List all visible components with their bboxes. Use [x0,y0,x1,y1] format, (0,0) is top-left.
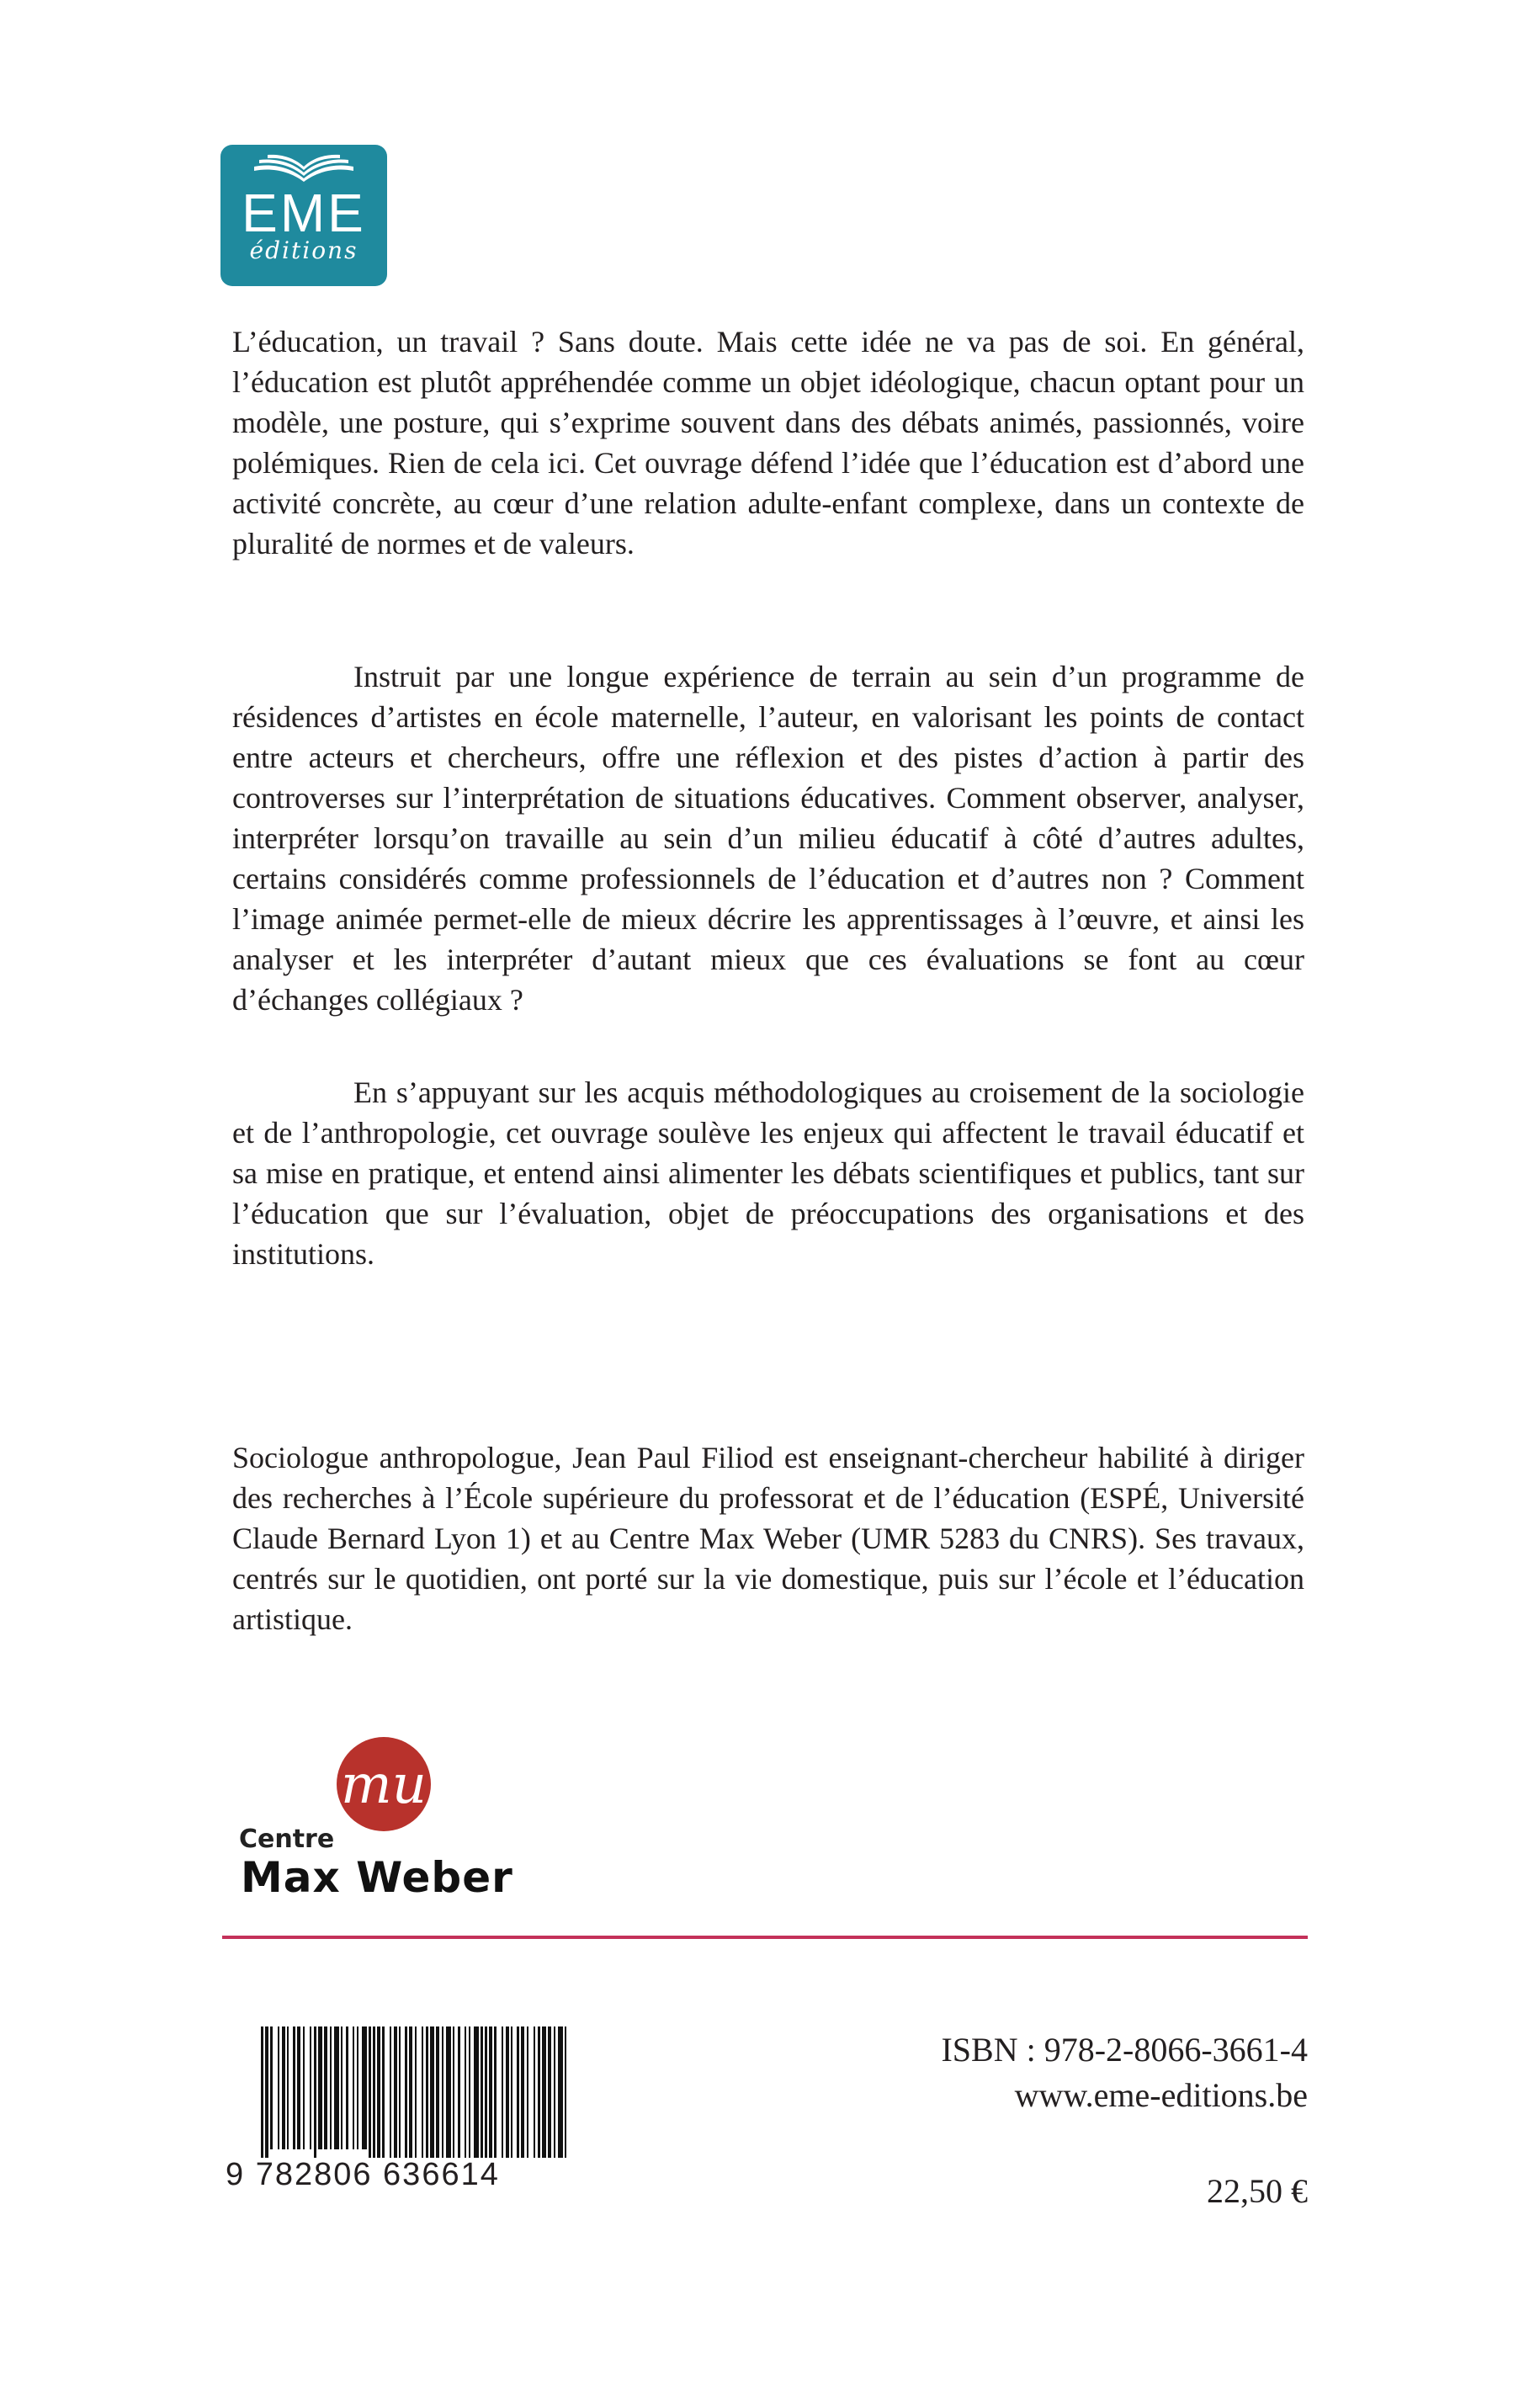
barcode-bar [310,2026,311,2149]
barcode-bar [489,2026,492,2158]
centre-max-weber-logo [234,1735,520,1912]
blurb-paragraph-1: L’éducation, un travail ? Sans doute. Mais cette idée ne va pas de soi. En général, l’éducation est plutôt appréhendée comme un objet idéologique, chacun optant pour un modèle, une posture, qui s’exprime souvent dans des débats animés, passionnés, voire polémiques. Rien de cela ici. Cet ouvrage défend l’idée que l’éducation est d’abord une activité concrète, au cœur d’une relation adulte-enfant complexe, dans un contexte de pluralité de normes et de valeurs. [232,325,1304,560]
barcode-bar [394,2026,397,2158]
isbn-label: ISBN : 978-2-8066-3661-4 [941,2031,1308,2069]
barcode-bar [554,2026,555,2158]
barcode-bar [287,2026,289,2149]
barcode-bar [430,2026,434,2158]
barcode-bar [278,2026,279,2149]
cmw-label-name: Max Weber [241,1853,513,1902]
barcode-bar [548,2026,551,2158]
barcode-bar [494,2026,497,2158]
barcode-bar [303,2026,305,2149]
barcode-bar [511,2026,512,2158]
barcode-bar [481,2026,483,2158]
barcode-bar [565,2026,566,2158]
barcode-bar [506,2026,509,2158]
barcode-bar [362,2026,367,2149]
barcode-bar [314,2026,316,2158]
logo-wordmark: EME [242,183,366,243]
barcode-bar [502,2026,503,2158]
barcode-bar [377,2026,380,2158]
barcode-bar [453,2026,454,2158]
barcode-bar [436,2026,439,2158]
barcode-bar [324,2026,327,2149]
barcode-bar [369,2026,371,2158]
barcode-bar [527,2026,528,2158]
barcode-bar [542,2026,546,2158]
barcode-bar [426,2026,428,2158]
author-bio: Sociologue anthropologue, Jean Paul Filiod est enseignant-chercheur habilité à diriger des recherches à l’École supérieure du professorat et de l’éducation (ESPÉ, Université Claude Bernard Lyon 1) et au Centre Max Weber (UMR 5283 du CNRS). Ses travaux, centrés sur le quotidien, ont porté sur la vie domestique, puis sur l’école et l’éducation artistique. [232,1441,1304,1636]
barcode-bar [474,2026,479,2158]
barcode-bar [534,2026,535,2158]
barcode-bar [409,2026,412,2158]
eme-editions-logo [220,145,387,286]
barcode-bar [334,2026,339,2149]
barcode-bar [422,2026,423,2158]
logo-subtitle: éditions [249,236,358,264]
blurb-paragraph-2: Instruit par une longue expérience de terrain au sein d’un programme de résidences d’artistes en école maternelle, l’auteur, en valorisant les points de contact entre acteurs et chercheurs, offre une réflexion et des pistes d’action à partir des controverses sur l’interprétation de situations éducatives. Comment observer, analyser, interpréter lorsqu’on travaille au sein d’un milieu éducatif à côté d’autres adultes, certains considérés comme professionnels de l’éducation et d’autres non ? Comment l’image animée permet-elle de mieux décrire les apprentissages à l’œuvre, et ainsi les analyser et les interpréter d’autant mieux que ces évaluations se font au cœur d’échanges collégiaux ? [232,660,1304,1017]
barcode-bar [558,2026,563,2158]
barcode-bar [399,2026,401,2158]
barcode-bar [469,2026,470,2158]
barcode-bar [357,2026,358,2149]
cmw-label-centre: Centre [239,1825,335,1854]
barcode-bar [265,2026,268,2158]
barcode-bar [446,2026,451,2158]
barcode-bar [373,2026,375,2158]
footer-divider [222,1936,1308,1939]
barcode-digits: 9 782806 636614 [226,2157,500,2192]
barcode-bar [270,2026,273,2149]
barcode-bar [353,2026,354,2149]
barcode-bar [415,2026,417,2158]
barcode-bar [341,2026,343,2149]
svg-text:mu: mu [341,1754,427,1816]
barcode-bar [382,2026,385,2158]
barcode-bar [261,2026,263,2158]
isbn-barcode [258,2026,571,2158]
barcode-bar [282,2026,285,2149]
barcode-bar [318,2026,322,2149]
barcode-bar [293,2026,295,2149]
barcode-bar [405,2026,407,2158]
barcode-bar [458,2026,460,2158]
barcode-bar [390,2026,391,2158]
barcode-bar [517,2026,519,2158]
barcode-bar [442,2026,443,2158]
barcode-bar [297,2026,300,2149]
barcode-bar [346,2026,348,2149]
website-link[interactable]: www.eme-editions.be [1014,2076,1308,2114]
blurb-paragraph-3: En s’appuyant sur les acquis méthodologiques au croisement de la sociologie et de l’anthropologie, cet ouvrage soulève les enjeux qui affectent le travail éducatif et sa mise en pratique, et entend ainsi alimenter les débats scientifiques et publics, tant sur l’éducation que sur l’évaluation, objet de préoccupations des organisations et des institutions. [232,1076,1304,1271]
barcode-bar [538,2026,540,2158]
barcode-bar [521,2026,524,2158]
barcode-bar [465,2026,466,2158]
barcode-bar [330,2026,332,2149]
price-label: 22,50 € [1207,2172,1308,2210]
barcode-bar [485,2026,487,2158]
